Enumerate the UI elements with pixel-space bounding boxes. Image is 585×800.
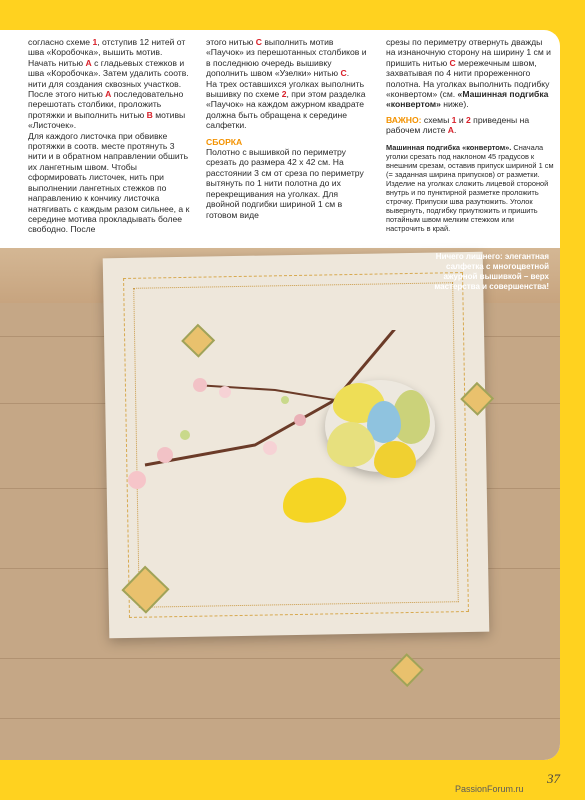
paragraph: этого нитью C выполнить мотив «Паучок» из перешотанных столбиков и в последнюю очередь вышивку дополнить швом «Узелки» нитью C. bbox=[206, 37, 367, 79]
paragraph: На трех оставшихся уголках выполнить вышивку по схеме 2, при этом разделка «Паучок» на каждом ажурном квадрате должна быть обращена к середине салфетки. bbox=[206, 78, 366, 131]
page-number: 37 bbox=[547, 771, 560, 786]
text-column-3 bbox=[386, 37, 554, 233]
watermark-text: PassionForum.ru bbox=[455, 784, 524, 794]
photo-caption: Ничего лишнего: элегантная салфетка с многоцветной ажурной вышивкой – верх мастерства и совершенства! bbox=[434, 252, 549, 291]
section-heading: СБОРКА bbox=[206, 136, 243, 147]
paragraph: согласно схеме 1, отступив 12 нитей от шва «Коробочка», вышить мотив. Начать нитью A с гладьевых стежков и шва «Коробочка». Затем удалить соотв. нити для создания сквозных участков. После этого нитью A последовательно перешотать столбики, проложить протяжки и выполнить нитью B мотивы «Листочек». bbox=[28, 37, 189, 131]
text-column-2 bbox=[206, 37, 368, 220]
text-column-1 bbox=[28, 37, 190, 235]
paragraph: Машинная подгибка «конвертом». Сначала уголки срезать под наклоном 45 градусов к внешним срезам, оставив припуск шириной 1 см (= заданная ширина припусков) от разметки. Изделие на уголках сложить лицевой стороной внутрь и по пунктирной разметке проложить строчку. Припуски шва разутюжить. Уголок вывернуть, подгибку приутюжить и пришить потайным швом мелким стежком или настрочить в край. bbox=[386, 142, 554, 233]
paragraph: Для каждого листочка при обвивке протяжки в соотв. месте протянуть 3 нити и в обратном направлении обшить их лангетным швом. Чтобы сформировать листочек, нить при выполнении лангетных стежков по направлению к кончику листочка натягивать с каждым разом сильнее, а к середине мотива прокладывать более свободно. После bbox=[28, 130, 190, 235]
egg-yellow bbox=[374, 441, 416, 478]
important-note: ВАЖНО: схемы 1 и 2 приведены на рабочем листе A. bbox=[386, 114, 530, 136]
egg-pale-yellow bbox=[327, 422, 375, 467]
paragraph: срезы по периметру отвернуть дважды на изнаночную сторону на ширину 1 см и пришить нитью C мережечным швом, захватывая по 4 нити прореженного полотна. На уголках выполнить подгибку «конвертом» (см. «Машинная подгибка «конвертом» ниже). bbox=[386, 37, 551, 110]
paragraph: Полотно с вышивкой по периметру срезать до размера 42 х 42 см. На расстоянии 3 см от среза по периметру вытянуть по 1 нити полотна до их перекрещивания на уголках. Для двойной подгибки шириной 1 см в готовом виде bbox=[206, 147, 364, 220]
